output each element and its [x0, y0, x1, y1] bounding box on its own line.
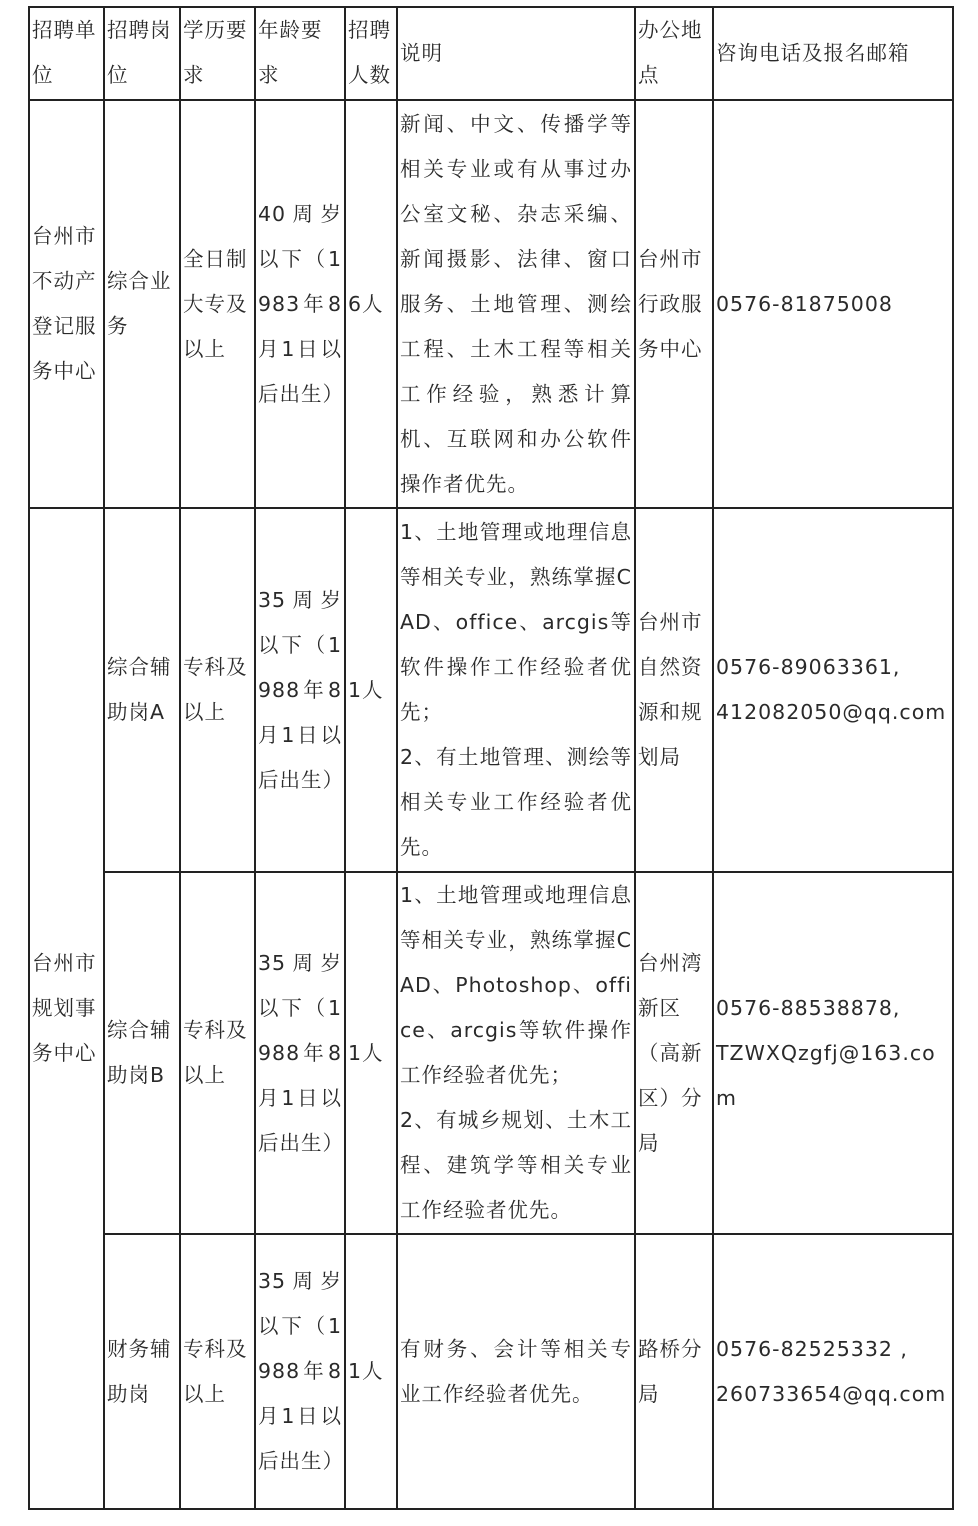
contact-email: 412082050@qq.com	[716, 700, 947, 724]
office-cell: 台州市自然资源和规划局	[635, 508, 713, 872]
office-cell: 台州市行政服务中心	[635, 100, 713, 508]
education-cell: 专科及以上	[180, 872, 255, 1234]
contact-phone: 0576-89063361,	[716, 655, 901, 679]
post-cell: 综合业务	[104, 100, 180, 508]
header-contact: 咨询电话及报名邮箱	[713, 7, 953, 100]
age-cell: 40周岁以下（1983年8月1日以后出生）	[255, 100, 345, 508]
post-cell: 综合辅助岗B	[104, 872, 180, 1234]
recruitment-table	[28, 6, 954, 1510]
header-age: 年龄要求	[255, 7, 345, 100]
unit-cell: 台州市规划事务中心	[29, 508, 104, 1509]
contact-cell	[713, 1234, 953, 1509]
note-line: 1、土地管理或地理信息等相关专业，熟练掌握CAD、office、arcgis等软件操作工作经验者优先；	[400, 520, 632, 724]
count-cell: 6人	[345, 100, 397, 508]
contact-cell: 0576-81875008	[713, 100, 953, 508]
note-cell: 有财务、会计等相关专业工作经验者优先。	[397, 1234, 635, 1509]
note-cell	[397, 508, 635, 872]
office-cell: 台州湾新区（高新区）分局	[635, 872, 713, 1234]
table-row	[29, 1234, 953, 1509]
contact-email: 260733654@qq.com	[716, 1381, 947, 1406]
post-cell: 综合辅助岗A	[104, 508, 180, 872]
contact-email: TZWXQzgfj@163.com	[716, 1040, 936, 1110]
office-cell: 路桥分局	[635, 1234, 713, 1509]
table-row	[29, 872, 953, 1234]
header-unit: 招聘单位	[29, 7, 104, 100]
age-cell: 35周岁以下（1988年8月1日以后出生）	[255, 508, 345, 872]
unit-cell: 台州市不动产登记服务中心	[29, 100, 104, 508]
count-cell: 1人	[345, 508, 397, 872]
header-office: 办公地点	[635, 7, 713, 100]
age-cell: 35周岁以下（1988年8月1日以后出生）	[255, 1234, 345, 1509]
contact-phone: 0576-82525332 ,	[716, 1336, 908, 1361]
age-cell: 35周岁以下（1988年8月1日以后出生）	[255, 872, 345, 1234]
count-cell: 1人	[345, 1234, 397, 1509]
contact-cell	[713, 508, 953, 872]
table-row	[29, 100, 953, 508]
education-cell: 专科及以上	[180, 508, 255, 872]
post-cell: 财务辅助岗	[104, 1234, 180, 1509]
education-cell: 专科及以上	[180, 1234, 255, 1509]
contact-cell	[713, 872, 953, 1234]
note-line: 1、土地管理或地理信息等相关专业，熟练掌握CAD、Photoshop、office、arcgis等软件操作工作经验者优先；	[400, 883, 632, 1087]
education-cell: 全日制大专及以上	[180, 100, 255, 508]
note-cell	[397, 872, 635, 1234]
count-cell: 1人	[345, 872, 397, 1234]
header-education: 学历要求	[180, 7, 255, 100]
header-post: 招聘岗位	[104, 7, 180, 100]
header-note: 说明	[397, 7, 635, 100]
note-line: 2、有土地管理、测绘等相关专业工作经验者优先。	[400, 745, 632, 859]
note-line: 2、有城乡规划、土木工程、建筑学等相关专业工作经验者优先。	[400, 1108, 632, 1222]
header-count: 招聘人数	[345, 7, 397, 100]
table-row	[29, 508, 953, 872]
contact-phone: 0576-88538878,	[716, 995, 901, 1020]
recruitment-table-container	[28, 6, 954, 1510]
note-cell: 新闻、中文、传播学等相关专业或有从事过办公室文秘、杂志采编、新闻摄影、法律、窗口服务、土地管理、测绘工程、土木工程等相关工作经验，熟悉计算机、互联网和办公软件操作者优先。	[397, 100, 635, 508]
header-row	[29, 7, 953, 100]
